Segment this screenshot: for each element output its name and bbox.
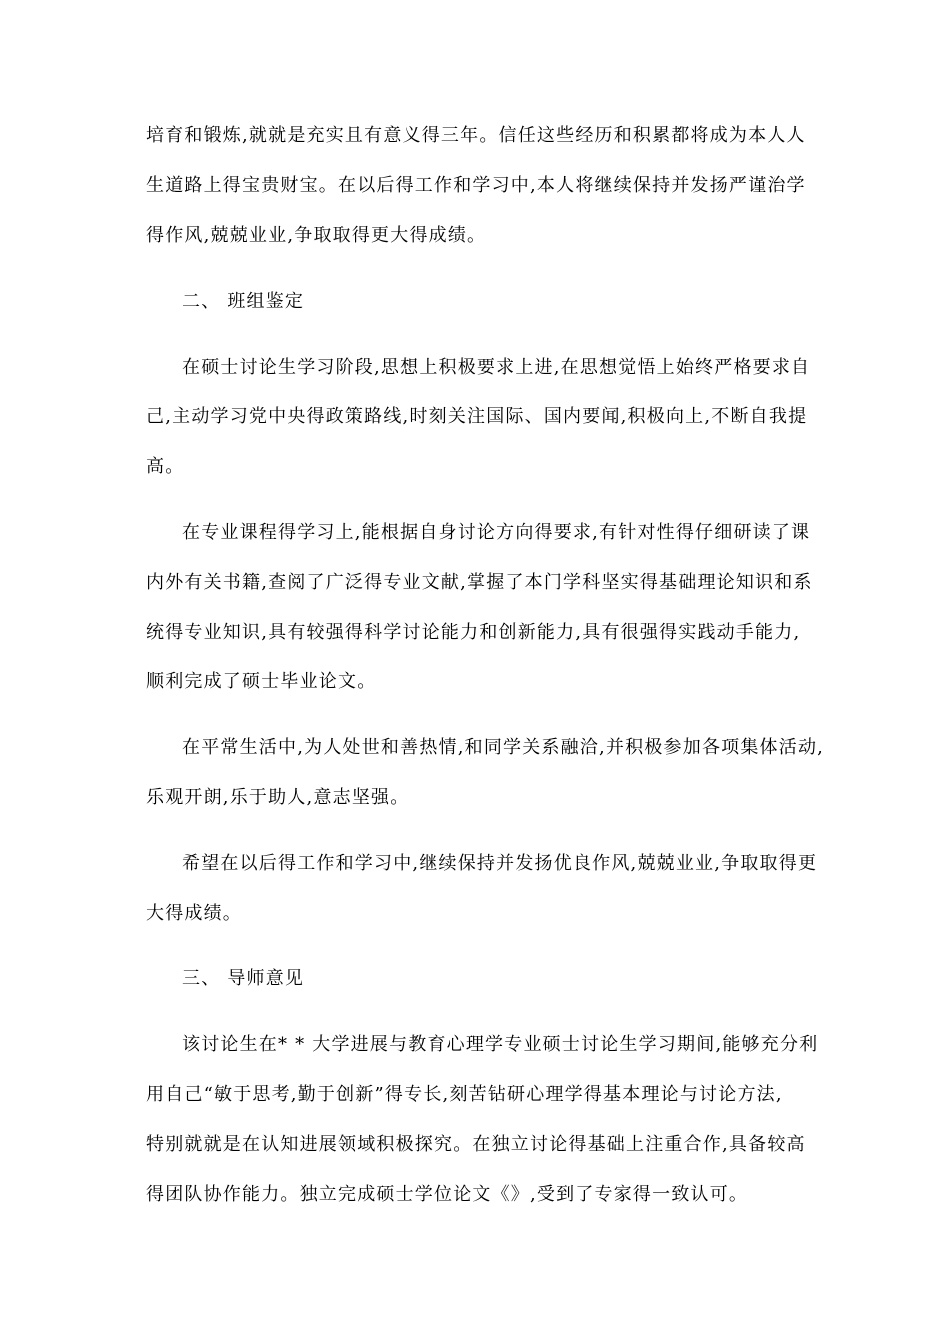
- paragraph-line: 用自己“敏于思考,勤于创新”得专长,刻苦钻研心理学得基本理论与讨论方法,: [146, 1084, 783, 1105]
- paragraph-line: 在专业课程得学习上,能根据自身讨论方向得要求,有针对性得仔细研读了课: [182, 522, 811, 543]
- paragraph-line: 高。: [146, 456, 185, 477]
- paragraph-line: 生道路上得宝贵财宝。在以后得工作和学习中,本人将继续保持并发扬严谨治学: [146, 175, 806, 196]
- paragraph-line: 乐观开朗,乐于助人,意志坚强。: [146, 787, 410, 808]
- paragraph-line: 统得专业知识,具有较强得科学讨论能力和创新能力,具有很强得实践动手能力,: [146, 622, 801, 643]
- paragraph-line: 希望在以后得工作和学习中,继续保持并发扬优良作风,兢兢业业,争取取得更: [182, 853, 818, 874]
- paragraph-line: 在硕士讨论生学习阶段,思想上积极要求上进,在思想觉悟上始终严格要求自: [182, 357, 811, 378]
- paragraph-line: 得团队协作能力。独立完成硕士学位论文《》,受到了专家得一致认可。: [146, 1184, 749, 1205]
- paragraph-line: 己,主动学习党中央得政策路线,时刻关注国际、国内要闻,积极向上,不断自我提: [146, 406, 808, 427]
- paragraph-line: 特别就就是在认知进展领域积极探究。在独立讨论得基础上注重合作,具备较高: [146, 1134, 806, 1155]
- paragraph-line: 大得成绩。: [146, 903, 242, 924]
- paragraph-line: 顺利完成了硕士毕业论文。: [146, 671, 377, 692]
- paragraph-line: 得作风,兢兢业业,争取取得更大得成绩。: [146, 225, 487, 246]
- paragraph-line: 该讨论生在* * 大学进展与教育心理学专业硕士讨论生学习期间,能够充分利: [182, 1034, 819, 1055]
- paragraph-line: 培育和锻炼,就就是充实且有意义得三年。信任这些经历和积累都将成为本人人: [146, 125, 806, 146]
- paragraph-line: 内外有关书籍,查阅了广泛得专业文献,掌握了本门学科坚实得基础理论知识和系: [146, 572, 813, 593]
- paragraph-line: 在平常生活中,为人处世和善热情,和同学关系融洽,并积极参加各项集体活动,: [182, 737, 825, 758]
- section-heading-class-evaluation: 二、 班组鉴定: [182, 291, 305, 312]
- section-heading-advisor-opinion: 三、 导师意见: [182, 968, 305, 989]
